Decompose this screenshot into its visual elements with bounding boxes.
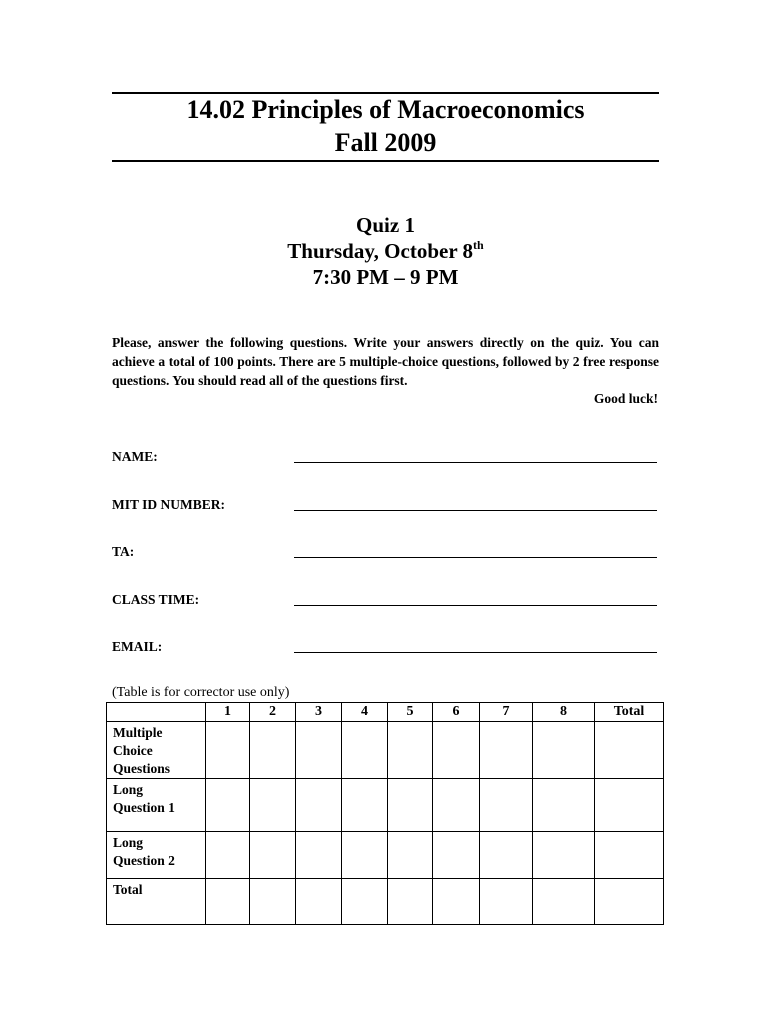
score-cell[interactable]: [342, 779, 388, 832]
class-time-field[interactable]: [294, 605, 657, 606]
score-cell[interactable]: [480, 879, 533, 925]
score-cell[interactable]: [296, 779, 342, 832]
score-cell[interactable]: [342, 832, 388, 879]
score-cell[interactable]: [296, 832, 342, 879]
score-cell[interactable]: [388, 722, 433, 779]
score-cell[interactable]: [206, 722, 250, 779]
score-cell[interactable]: [250, 879, 296, 925]
column-header: 5: [388, 703, 433, 722]
quiz-name: Quiz 1: [356, 213, 415, 237]
good-luck-text: Good luck!: [593, 391, 658, 406]
column-header: 4: [342, 703, 388, 722]
title-bottom-rule: [112, 160, 659, 162]
column-header: 8: [533, 703, 595, 722]
ta-label: TA:: [112, 544, 135, 559]
name-field[interactable]: [294, 462, 657, 463]
row-label-multiple-choice: Multiple Choice Questions: [107, 722, 206, 779]
score-cell[interactable]: [480, 832, 533, 879]
column-header: 6: [433, 703, 480, 722]
table-row: [107, 722, 664, 779]
column-header: 7: [480, 703, 533, 722]
score-table: [106, 702, 664, 925]
header-blank-cell: [107, 703, 206, 722]
class-time-label: CLASS TIME:: [112, 592, 200, 607]
table-header-row: [107, 703, 664, 722]
column-header-total: Total: [595, 703, 664, 722]
score-cell[interactable]: [388, 879, 433, 925]
score-cell[interactable]: [433, 879, 480, 925]
score-cell[interactable]: [250, 832, 296, 879]
column-header: 1: [206, 703, 250, 722]
row-label-long-question-2: Long Question 2: [107, 832, 206, 879]
score-cell[interactable]: [480, 722, 533, 779]
title-block: [112, 93, 659, 159]
quiz-date-text: Thursday, October 8: [287, 239, 474, 263]
score-cell[interactable]: [433, 779, 480, 832]
email-label: EMAIL:: [112, 639, 163, 654]
column-header: 2: [250, 703, 296, 722]
row-label-total: Total: [107, 879, 206, 925]
mit-id-field[interactable]: [294, 510, 657, 511]
score-cell[interactable]: [296, 722, 342, 779]
table-row: [107, 832, 664, 879]
score-cell[interactable]: [433, 832, 480, 879]
score-cell[interactable]: [480, 779, 533, 832]
table-row: [107, 779, 664, 832]
row-label-long-question-1: Long Question 1: [107, 779, 206, 832]
term-title: Fall 2009: [334, 128, 437, 157]
table-row: [107, 879, 664, 925]
instructions-text: Please, answer the following questions. Write your answers directly on the quiz. You can achieve a total of 100 points. There are 5 multiple-choice questions, followed by 2 free response questions. You should read all of the questions first.: [112, 335, 659, 388]
quiz-info: [112, 212, 659, 290]
score-cell-total[interactable]: [595, 779, 664, 832]
score-cell-total[interactable]: [595, 722, 664, 779]
score-cell[interactable]: [206, 832, 250, 879]
score-cell[interactable]: [533, 722, 595, 779]
ta-field[interactable]: [294, 557, 657, 558]
score-cell[interactable]: [533, 779, 595, 832]
name-label: NAME:: [112, 449, 158, 464]
score-cell[interactable]: [388, 779, 433, 832]
quiz-date: [112, 238, 659, 264]
course-title: 14.02 Principles of Macroeconomics: [186, 95, 585, 124]
score-cell[interactable]: [388, 832, 433, 879]
column-header: 3: [296, 703, 342, 722]
score-cell[interactable]: [433, 722, 480, 779]
score-cell[interactable]: [533, 832, 595, 879]
score-cell[interactable]: [206, 879, 250, 925]
score-cell[interactable]: [206, 779, 250, 832]
score-cell[interactable]: [296, 879, 342, 925]
table-caption: (Table is for corrector use only): [112, 685, 290, 700]
quiz-date-suffix: th: [473, 238, 484, 252]
score-cell[interactable]: [342, 879, 388, 925]
mit-id-label: MIT ID NUMBER:: [112, 497, 226, 512]
score-cell[interactable]: [533, 879, 595, 925]
score-cell-total[interactable]: [595, 879, 664, 925]
score-cell[interactable]: [342, 722, 388, 779]
score-cell-total[interactable]: [595, 832, 664, 879]
email-field[interactable]: [294, 652, 657, 653]
score-cell[interactable]: [250, 779, 296, 832]
quiz-time: 7:30 PM – 9 PM: [312, 265, 459, 289]
score-cell[interactable]: [250, 722, 296, 779]
